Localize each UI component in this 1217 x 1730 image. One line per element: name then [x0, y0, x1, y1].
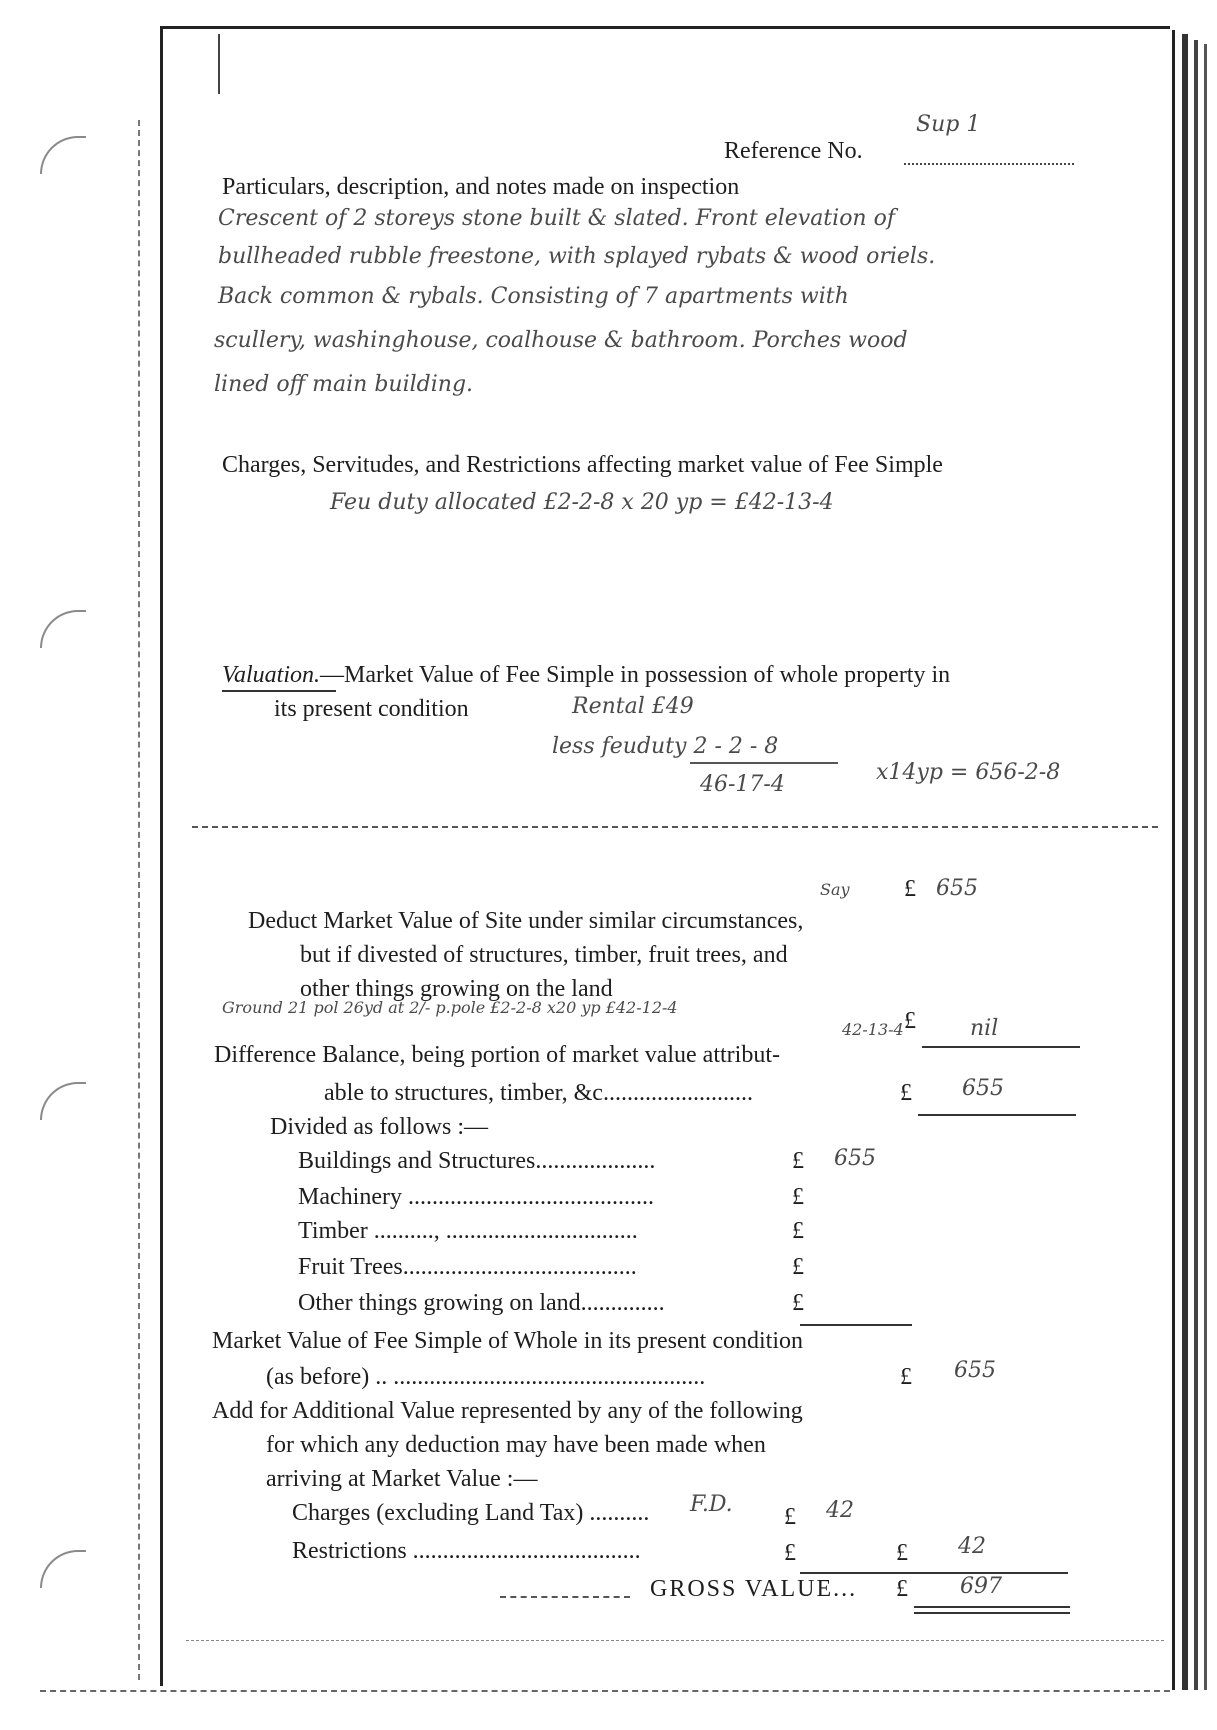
say-note: Say — [820, 880, 850, 899]
item-fruit-trees-label: Fruit Trees....................................... — [298, 1254, 637, 1280]
say-currency: £ — [904, 876, 916, 902]
punch-hole — [40, 136, 86, 174]
item-timber-currency: £ — [792, 1218, 804, 1244]
item-buildings-label: Buildings and Structures.................... — [298, 1148, 656, 1174]
item-other-things-label: Other things growing on land.............. — [298, 1290, 665, 1316]
punch-hole — [40, 1550, 86, 1588]
bottom-divider — [186, 1640, 1164, 1641]
reference-label: Reference No. — [724, 138, 863, 164]
section-divider — [192, 826, 1158, 828]
charges-excl-currency: £ — [784, 1504, 796, 1530]
difference-currency: £ — [900, 1080, 912, 1106]
gross-currency: £ — [896, 1576, 908, 1602]
additional-line3: arriving at Market Value :— — [266, 1466, 538, 1492]
page-border-top — [160, 26, 1170, 29]
page-edge-right-4 — [1204, 44, 1207, 1690]
market-whole-line2: (as before) .. .................................................... — [266, 1364, 706, 1390]
deduct-line1: Deduct Market Value of Site under similar circumstances, — [248, 908, 804, 934]
divided-label: Divided as follows :— — [270, 1114, 488, 1140]
page-edge-right-2 — [1182, 34, 1188, 1690]
valuation-label-italic: Valuation. — [222, 662, 321, 688]
particulars-line: scullery, washinghouse, coalhouse & bathroom. Porches wood — [214, 328, 908, 353]
capitalised-value: x14yp = 656-2-8 — [876, 760, 1061, 785]
fd-note: F.D. — [690, 1492, 733, 1517]
item-buildings-currency: £ — [792, 1148, 804, 1174]
valuation-label-rest: —Market Value of Fee Simple in possession of whole property in — [320, 662, 951, 688]
divided-total-rule — [800, 1324, 912, 1326]
reference-line — [904, 163, 1074, 165]
punch-hole — [40, 610, 86, 648]
gross-value: 697 — [960, 1574, 1002, 1599]
page-border-left-inner — [218, 34, 220, 94]
difference-line1: Difference Balance, being portion of market value attribut- — [214, 1042, 780, 1068]
difference-value: 655 — [962, 1076, 1004, 1101]
item-other-things-currency: £ — [792, 1290, 804, 1316]
restrictions-total-value: 42 — [958, 1534, 986, 1559]
restrictions-rule — [800, 1572, 1068, 1574]
particulars-label: Particulars, description, and notes made on inspection — [222, 174, 740, 200]
net-rental: 46-17-4 — [700, 772, 785, 797]
market-whole-line1: Market Value of Fee Simple of Whole in its present condition — [212, 1328, 803, 1354]
say-value: 655 — [936, 876, 978, 901]
restrictions-total-currency: £ — [896, 1540, 908, 1566]
particulars-line: Back common & rybals. Consisting of 7 apartments with — [218, 284, 849, 309]
valuation-underline — [222, 690, 336, 692]
deduct-currency: £ — [904, 1008, 916, 1034]
additional-line2: for which any deduction may have been made when — [266, 1432, 766, 1458]
particulars-line: lined off main building. — [214, 372, 474, 397]
ground-note-2: 42-13-4 — [842, 1020, 904, 1039]
deduct-line2: but if divested of structures, timber, fruit trees, and — [300, 942, 788, 968]
deduct-line3: other things growing on the land — [300, 976, 613, 1002]
less-feuduty-note: less feuduty 2 - 2 - 8 — [552, 734, 779, 759]
item-timber-label: Timber .........., ................................ — [298, 1218, 638, 1244]
item-fruit-trees-currency: £ — [792, 1254, 804, 1280]
market-whole-value: 655 — [954, 1358, 996, 1383]
sum-line — [690, 762, 838, 764]
gross-rule-double — [914, 1612, 1070, 1614]
additional-line1: Add for Additional Value represented by any of the following — [212, 1398, 803, 1424]
page-border-left — [160, 26, 163, 1686]
particulars-line: bullheaded rubble freestone, with splayed rybats & wood oriels. — [218, 244, 936, 269]
feu-duty-note: Feu duty allocated £2-2-8 x 20 yp = £42-13-4 — [330, 490, 834, 515]
deduct-value: nil — [970, 1016, 999, 1041]
difference-rule — [918, 1114, 1076, 1116]
binding-margin — [138, 120, 140, 1680]
valuation-label — [222, 662, 950, 689]
item-machinery-currency: £ — [792, 1184, 804, 1210]
deduct-rule — [922, 1046, 1080, 1048]
valuation-label-line2: its present condition — [274, 696, 469, 722]
page-border-bottom — [40, 1690, 1170, 1692]
charges-label: Charges, Servitudes, and Restrictions affecting market value of Fee Simple — [222, 452, 943, 478]
reference-value: Sup 1 — [916, 112, 981, 137]
item-buildings-value: 655 — [834, 1146, 876, 1171]
item-machinery-label: Machinery ......................................... — [298, 1184, 654, 1210]
punch-hole — [40, 1082, 86, 1120]
gross-rule — [914, 1606, 1070, 1608]
restrictions-label: Restrictions ...................................... — [292, 1538, 641, 1564]
gross-dash-left — [500, 1596, 630, 1598]
rental-note: Rental £49 — [572, 694, 694, 719]
restrictions-currency: £ — [784, 1540, 796, 1566]
ground-note: Ground 21 pol 26yd at 2/- p.pole £2-2-8 x20 yp £42-12-4 — [222, 998, 678, 1017]
particulars-line: Crescent of 2 storeys stone built & slated. Front elevation of — [218, 206, 895, 231]
page-edge-right-1 — [1172, 30, 1175, 1690]
market-whole-currency: £ — [900, 1364, 912, 1390]
page-edge-right-3 — [1194, 40, 1198, 1690]
gross-label: GROSS VALUE... — [650, 1576, 858, 1602]
difference-line2: able to structures, timber, &c......................... — [324, 1080, 753, 1106]
charges-excl-label: Charges (excluding Land Tax) .......... — [292, 1500, 650, 1526]
charges-excl-value: 42 — [826, 1498, 854, 1523]
